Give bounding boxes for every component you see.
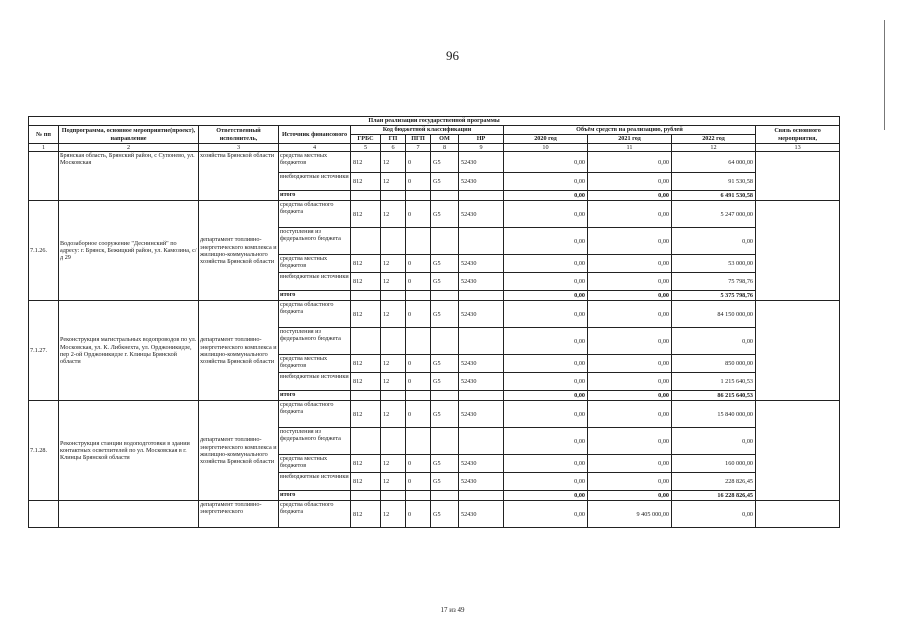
code-gp: 12 — [381, 455, 406, 473]
code-pgp: 0 — [406, 173, 431, 191]
code-om — [431, 328, 459, 355]
item-name — [59, 501, 199, 528]
code-nr: 52430 — [459, 173, 504, 191]
amount-2020: 0,00 — [504, 473, 588, 491]
code-nr: 52430 — [459, 301, 504, 328]
code-om: G5 — [431, 301, 459, 328]
amount-2021: 0,00 — [588, 173, 672, 191]
code-grbs — [351, 428, 381, 455]
total-label: итого — [279, 291, 351, 301]
amount-2021: 0,00 — [588, 455, 672, 473]
code-grbs: 812 — [351, 355, 381, 373]
column-index: 12 — [672, 144, 756, 152]
code-grbs: 812 — [351, 255, 381, 273]
amount-2020: 0,00 — [504, 152, 588, 173]
total-2022: 6 491 530,58 — [672, 191, 756, 201]
code-pgp — [406, 428, 431, 455]
code-gp — [381, 428, 406, 455]
code-nr — [459, 428, 504, 455]
total-2020: 0,00 — [504, 391, 588, 401]
amount-2020: 0,00 — [504, 373, 588, 391]
amount-2020: 0,00 — [504, 228, 588, 255]
funding-source: внебюджетные источники — [279, 173, 351, 191]
item-number — [29, 152, 59, 201]
table-row — [29, 501, 840, 528]
code-pgp: 0 — [406, 501, 431, 528]
item-link — [756, 501, 840, 528]
amount-2021: 0,00 — [588, 152, 672, 173]
table-row — [29, 152, 840, 173]
code-grbs: 812 — [351, 273, 381, 291]
code-nr: 52430 — [459, 273, 504, 291]
code-nr — [459, 228, 504, 255]
col-link-header: Связь основного мероприятия, — [756, 126, 840, 144]
funding-source: средства местных бюджетов — [279, 152, 351, 173]
amount-2020: 0,00 — [504, 455, 588, 473]
amount-2022: 15 840 000,00 — [672, 401, 756, 428]
code-om: G5 — [431, 273, 459, 291]
code-gp: 12 — [381, 173, 406, 191]
total-2021: 0,00 — [588, 391, 672, 401]
code-nr: 52430 — [459, 501, 504, 528]
table-row — [29, 401, 840, 428]
column-index: 10 — [504, 144, 588, 152]
column-index: 5 — [351, 144, 381, 152]
total-2022: 86 215 640,53 — [672, 391, 756, 401]
code-om: G5 — [431, 401, 459, 428]
amount-2022: 64 000,00 — [672, 152, 756, 173]
col-budget-code-header: Код бюджетной классификации — [351, 126, 504, 135]
year-2022-header: 2022 год — [672, 135, 756, 144]
amount-2020: 0,00 — [504, 328, 588, 355]
amount-2021: 0,00 — [588, 428, 672, 455]
code-pgp: 0 — [406, 373, 431, 391]
total-label: итого — [279, 191, 351, 201]
column-index-row — [29, 144, 840, 152]
amount-2021: 0,00 — [588, 328, 672, 355]
amount-2021: 0,00 — [588, 301, 672, 328]
code-pgp: 0 — [406, 152, 431, 173]
column-index: 3 — [199, 144, 279, 152]
year-2020-header: 2020 год — [504, 135, 588, 144]
item-name: Водозаборное сооружение "Деснинский" по адресу: г. Брянск, Бежицкий район, ул. Камозина, с/д 29 — [59, 201, 199, 301]
table-row — [29, 301, 840, 328]
amount-2021: 0,00 — [588, 401, 672, 428]
amount-2022: 0,00 — [672, 428, 756, 455]
item-link — [756, 152, 840, 201]
code-gp: 12 — [381, 301, 406, 328]
code-gp: 12 — [381, 152, 406, 173]
code-gp — [381, 228, 406, 255]
code-nr — [459, 328, 504, 355]
funding-source: средства областного бюджета — [279, 301, 351, 328]
total-2020: 0,00 — [504, 291, 588, 301]
amount-2022: 84 150 000,00 — [672, 301, 756, 328]
code-gp: 12 — [381, 255, 406, 273]
amount-2022: 0,00 — [672, 328, 756, 355]
code-pgp: 0 — [406, 301, 431, 328]
code-gp: 12 — [381, 373, 406, 391]
code-pgp — [406, 328, 431, 355]
column-index: 4 — [279, 144, 351, 152]
code-om: G5 — [431, 473, 459, 491]
code-om: G5 — [431, 152, 459, 173]
col-subprogram-header: Подпрограмма, основное мероприятие(проект), направление — [59, 126, 199, 144]
amount-2021: 0,00 — [588, 373, 672, 391]
total-2021: 0,00 — [588, 491, 672, 501]
code-om: G5 — [431, 373, 459, 391]
item-number: 7.1.28. — [29, 401, 59, 501]
amount-2022: 160 000,00 — [672, 455, 756, 473]
code-grbs: 812 — [351, 373, 381, 391]
code-pgp: 0 — [406, 273, 431, 291]
item-number — [29, 501, 59, 528]
amount-2021: 0,00 — [588, 273, 672, 291]
item-link — [756, 401, 840, 501]
code-nr: 52430 — [459, 473, 504, 491]
code-grbs: 812 — [351, 201, 381, 228]
amount-2022: 5 247 000,00 — [672, 201, 756, 228]
funding-source: поступления из федерального бюджета — [279, 428, 351, 455]
column-index: 2 — [59, 144, 199, 152]
total-label: итого — [279, 391, 351, 401]
amount-2020: 0,00 — [504, 301, 588, 328]
item-responsible: департамент топливно-энергетического — [199, 501, 279, 528]
code-pgp: 0 — [406, 455, 431, 473]
item-name: Реконструкция магистральных водопроводов по ул. Московская, ул. К. Либкнехта, ул. Орджоникидзе, пер 2-ой Орджоникидзе г. Клинцы Брянской области — [59, 301, 199, 401]
item-responsible: департамент топливно-энергетического комплекса и жилищно-коммунального хозяйства Брянской области — [199, 301, 279, 401]
amount-2021: 9 405 000,00 — [588, 501, 672, 528]
total-2022: 16 228 826,45 — [672, 491, 756, 501]
table-row — [29, 201, 840, 228]
code-nr: 52430 — [459, 455, 504, 473]
item-name: Брянская область, Брянский район, с Супонево, ул. Московская — [59, 152, 199, 201]
column-index: 7 — [406, 144, 431, 152]
amount-2022: 91 530,58 — [672, 173, 756, 191]
col-volume-header: Объём средств на реализацию, рублей — [504, 126, 756, 135]
column-index: 11 — [588, 144, 672, 152]
item-responsible: хозяйства Брянской области — [199, 152, 279, 201]
code-om: G5 — [431, 501, 459, 528]
code-grbs: 812 — [351, 173, 381, 191]
funding-source: поступления из федерального бюджета — [279, 228, 351, 255]
code-gp — [381, 328, 406, 355]
code-gp: 12 — [381, 473, 406, 491]
total-2022: 5 375 798,76 — [672, 291, 756, 301]
code-om: G5 — [431, 255, 459, 273]
item-responsible: департамент топливно-энергетического комплекса и жилищно-коммунального хозяйства Брянской области — [199, 401, 279, 501]
funding-source: внебюджетные источники — [279, 473, 351, 491]
funding-source: поступления из федерального бюджета — [279, 328, 351, 355]
item-name: Реконструкция станции водоподготовки в здании контактных осветлителей по ул. Московская в г. Клинцы Брянской области — [59, 401, 199, 501]
column-index: 9 — [459, 144, 504, 152]
item-responsible: департамент топливно-энергетического комплекса и жилищно-коммунального хозяйства Брянской области — [199, 201, 279, 301]
code-om: G5 — [431, 455, 459, 473]
item-number: 7.1.26. — [29, 201, 59, 301]
amount-2020: 0,00 — [504, 173, 588, 191]
amount-2022: 1 215 640,53 — [672, 373, 756, 391]
code-grbs: 812 — [351, 455, 381, 473]
column-index: 8 — [431, 144, 459, 152]
code-pgp: 0 — [406, 473, 431, 491]
funding-source: внебюджетные источники — [279, 273, 351, 291]
code-om: G5 — [431, 201, 459, 228]
program-plan-table — [28, 116, 840, 528]
code-grbs — [351, 228, 381, 255]
amount-2020: 0,00 — [504, 501, 588, 528]
code-pgp: 0 — [406, 401, 431, 428]
code-nr: 52430 — [459, 401, 504, 428]
funding-source: средства местных бюджетов — [279, 355, 351, 373]
column-index: 6 — [381, 144, 406, 152]
code-grbs: 812 — [351, 401, 381, 428]
column-index: 1 — [29, 144, 59, 152]
amount-2021: 0,00 — [588, 228, 672, 255]
plan-title: План реализации государственной программы — [29, 117, 840, 126]
code-om — [431, 428, 459, 455]
year-2021-header: 2021 год — [588, 135, 672, 144]
page-number: 96 — [446, 48, 459, 63]
total-2020: 0,00 — [504, 491, 588, 501]
amount-2022: 228 826,45 — [672, 473, 756, 491]
amount-2021: 0,00 — [588, 355, 672, 373]
item-link — [756, 301, 840, 401]
code-om: G5 — [431, 355, 459, 373]
funding-source: средства областного бюджета — [279, 401, 351, 428]
amount-2022: 0,00 — [672, 501, 756, 528]
code-grbs: 812 — [351, 301, 381, 328]
total-label: итого — [279, 491, 351, 501]
code-gp: 12 — [381, 273, 406, 291]
amount-2022: 850 000,00 — [672, 355, 756, 373]
amount-2022: 0,00 — [672, 228, 756, 255]
margin-mark — [884, 20, 891, 130]
code-grbs — [351, 328, 381, 355]
code-gp: 12 — [381, 501, 406, 528]
code-nr: 52430 — [459, 355, 504, 373]
page-footer: 17 из 49 — [440, 606, 465, 614]
sub-nr-header: НР — [459, 135, 504, 144]
code-grbs: 812 — [351, 501, 381, 528]
code-pgp: 0 — [406, 355, 431, 373]
funding-source: средства местных бюджетов — [279, 455, 351, 473]
funding-source: средства областного бюджета — [279, 501, 351, 528]
code-pgp: 0 — [406, 201, 431, 228]
amount-2020: 0,00 — [504, 201, 588, 228]
column-index: 13 — [756, 144, 840, 152]
sub-grbs-header: ГРБС — [351, 135, 381, 144]
code-om: G5 — [431, 173, 459, 191]
total-2021: 0,00 — [588, 191, 672, 201]
item-link — [756, 201, 840, 301]
code-gp: 12 — [381, 201, 406, 228]
sub-gp-header: ГП — [381, 135, 406, 144]
sub-pgp-header: ПГП — [406, 135, 431, 144]
col-num-header: № пп — [29, 126, 59, 144]
amount-2022: 75 798,76 — [672, 273, 756, 291]
funding-source: внебюджетные источники — [279, 373, 351, 391]
col-source-header: Источник финансового — [279, 126, 351, 144]
code-nr: 52430 — [459, 255, 504, 273]
code-nr: 52430 — [459, 201, 504, 228]
amount-2021: 0,00 — [588, 473, 672, 491]
amount-2020: 0,00 — [504, 355, 588, 373]
sub-om-header: ОМ — [431, 135, 459, 144]
col-responsible-header: Ответственный исполнитель, — [199, 126, 279, 144]
code-pgp: 0 — [406, 255, 431, 273]
amount-2021: 0,00 — [588, 255, 672, 273]
amount-2020: 0,00 — [504, 428, 588, 455]
code-gp: 12 — [381, 355, 406, 373]
item-number: 7.1.27. — [29, 301, 59, 401]
amount-2022: 53 000,00 — [672, 255, 756, 273]
code-pgp — [406, 228, 431, 255]
funding-source: средства областного бюджета — [279, 201, 351, 228]
code-grbs: 812 — [351, 152, 381, 173]
total-2021: 0,00 — [588, 291, 672, 301]
amount-2020: 0,00 — [504, 401, 588, 428]
amount-2020: 0,00 — [504, 255, 588, 273]
amount-2020: 0,00 — [504, 273, 588, 291]
total-2020: 0,00 — [504, 191, 588, 201]
code-nr: 52430 — [459, 373, 504, 391]
code-om — [431, 228, 459, 255]
amount-2021: 0,00 — [588, 201, 672, 228]
funding-source: средства местных бюджетов — [279, 255, 351, 273]
code-grbs: 812 — [351, 473, 381, 491]
code-gp: 12 — [381, 401, 406, 428]
code-nr: 52430 — [459, 152, 504, 173]
